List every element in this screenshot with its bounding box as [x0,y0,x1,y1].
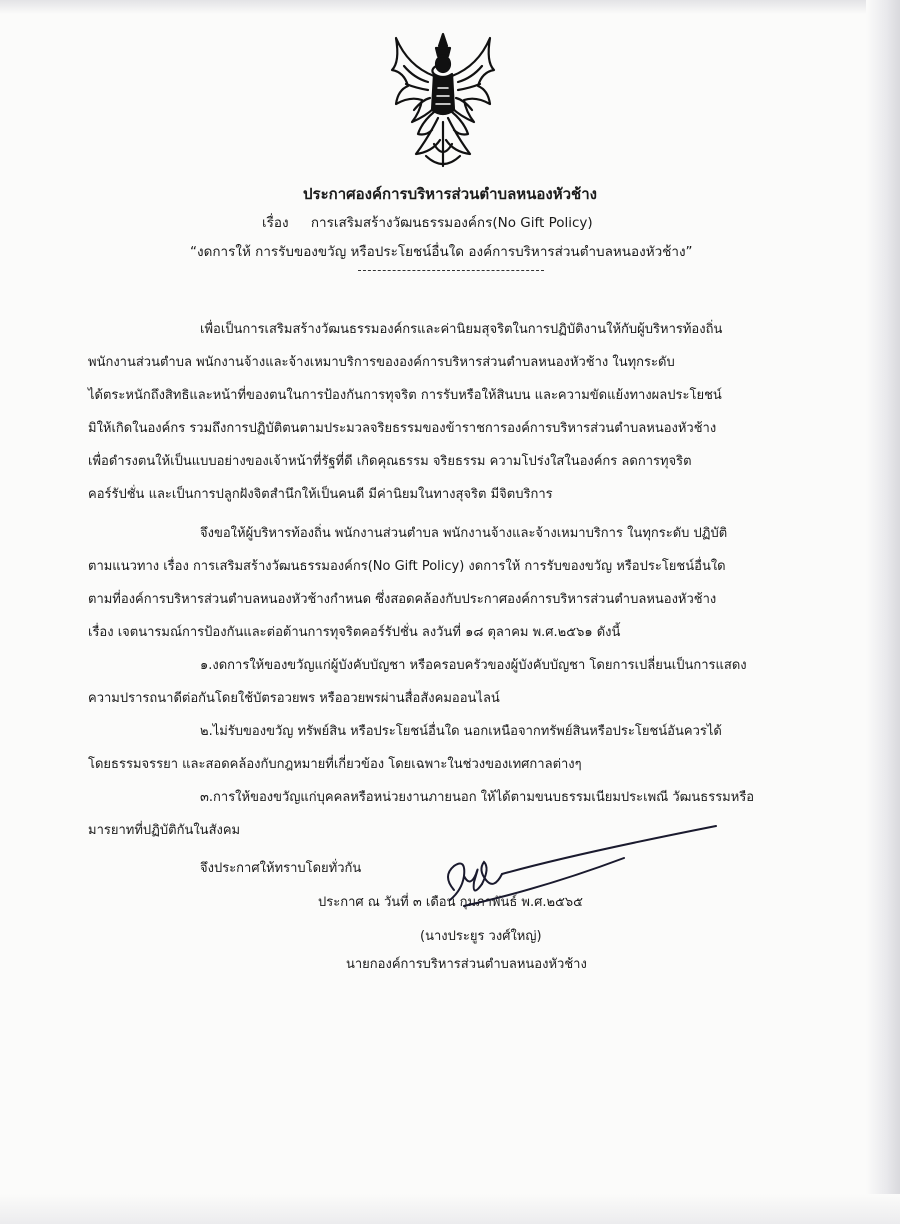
paragraph-1-line: ได้ตระหนักถึงสิทธิและหน้าที่ของตนในการป้องกันการทุจริต การรับหรือให้สินบน และความขัดแย้งทางผลประโยชน์ [88,388,722,403]
subject-quote: “งดการให้ การรับของขวัญ หรือประโยชน์อื่นใด องค์การบริหารส่วนตำบลหนองหัวช้าง” [190,244,693,260]
date-line: ประกาศ ณ วันที่ ๓ เดือน กุมภาพันธ์ พ.ศ.๒๕๖๕ [318,895,584,910]
paragraph-2-line: เรื่อง เจตนารมณ์การป้องกันและต่อต้านการทุจริตคอร์รัปชั่น ลงวันที่ ๑๘ ตุลาคม พ.ศ.๒๕๖๑ ดังนี้ [88,625,621,640]
signer-title: นายกองค์การบริหารส่วนตำบลหนองหัวช้าง [346,957,587,972]
garuda-emblem-icon [378,26,508,174]
scan-edge-top [0,0,900,14]
paragraph-2-line: ตามที่องค์การบริหารส่วนตำบลหนองหัวช้างกำหนด ซึ่งสอดคล้องกับประกาศองค์การบริหารส่วนตำบลหนองหัวช้าง [88,592,717,607]
signer-name: (นางประยูร วงศ์ใหญ่) [420,929,542,944]
list-item-1-line: ความปรารถนาดีต่อกันโดยใช้บัตรอวยพร หรืออวยพรผ่านสื่อสังคมออนไลน์ [88,691,500,706]
paragraph-2-line: ตามแนวทาง เรื่อง การเสริมสร้างวัฒนธรรมองค์กร(No Gift Policy) งดการให้ การรับของขวัญ หรือประโยชน์อื่นใด [88,559,726,574]
document-title: ประกาศองค์การบริหารส่วนตำบลหนองหัวช้าง [303,185,597,203]
paragraph-1-line: คอร์รัปชั่น และเป็นการปลูกฝังจิตสำนึกให้เป็นคนดี มีค่านิยมในทางสุจริต มีจิตบริการ [88,487,553,502]
list-item-3-line: มารยาทที่ปฏิบัติกันในสังคม [88,823,241,838]
closing-text: จึงประกาศให้ทราบโดยทั่วกัน [200,861,362,876]
list-item-2-line: ๒.ไม่รับของขวัญ ทรัพย์สิน หรือประโยชน์อื่นใด นอกเหนือจากทรัพย์สินหรือประโยชน์อันควรได้ [200,724,722,739]
subject-text: การเสริมสร้างวัฒนธรรมองค์กร(No Gift Policy) [310,215,593,231]
paragraph-1-line: เพื่อดำรงตนให้เป็นแบบอย่างของเจ้าหน้าที่รัฐที่ดี เกิดคุณธรรม จริยธรรม ความโปร่งใสในองค์กร ลดการทุจริต [88,454,692,469]
subject-row [262,211,593,233]
scan-edge-bottom [0,1194,900,1224]
separator-line [358,270,544,271]
paragraph-1-line: มิให้เกิดในองค์กร รวมถึงการปฏิบัติตนตามประมวลจริยธรรมของข้าราชการองค์การบริหารส่วนตำบลหนองหัวช้าง [88,421,717,436]
paragraph-2-line: จึงขอให้ผู้บริหารท้องถิ่น พนักงานส่วนตำบล พนักงานจ้างและจ้างเหมาบริการ ในทุกระดับ ปฏิบัติ [200,526,728,541]
paragraph-1-line: เพื่อเป็นการเสริมสร้างวัฒนธรรมองค์กรและค่านิยมสุจริตในการปฏิบัติงานให้กับผู้บริหารท้องถิ่น [200,322,723,337]
list-item-1-line: ๑.งดการให้ของขวัญแก่ผู้บังคับบัญชา หรือครอบครัวของผู้บังคับบัญชา โดยการเปลี่ยนเป็นการแสดง [200,658,747,673]
list-item-2-line: โดยธรรมจรรยา และสอดคล้องกับกฎหมายที่เกี่ยวข้อง โดยเฉพาะในช่วงของเทศกาลต่างๆ [88,757,582,772]
list-item-3-line: ๓.การให้ของขวัญแก่บุคคลหรือหน่วยงานภายนอก ให้ได้ตามขนบธรรมเนียมประเพณี วัฒนธรรมหรือ [200,790,755,805]
paragraph-1-line: พนักงานส่วนตำบล พนักงานจ้างและจ้างเหมาบริการขององค์การบริหารส่วนตำบลหนองหัวช้าง ในทุกระดับ [88,355,675,370]
subject-label: เรื่อง [262,215,289,231]
signature-icon [424,818,724,928]
